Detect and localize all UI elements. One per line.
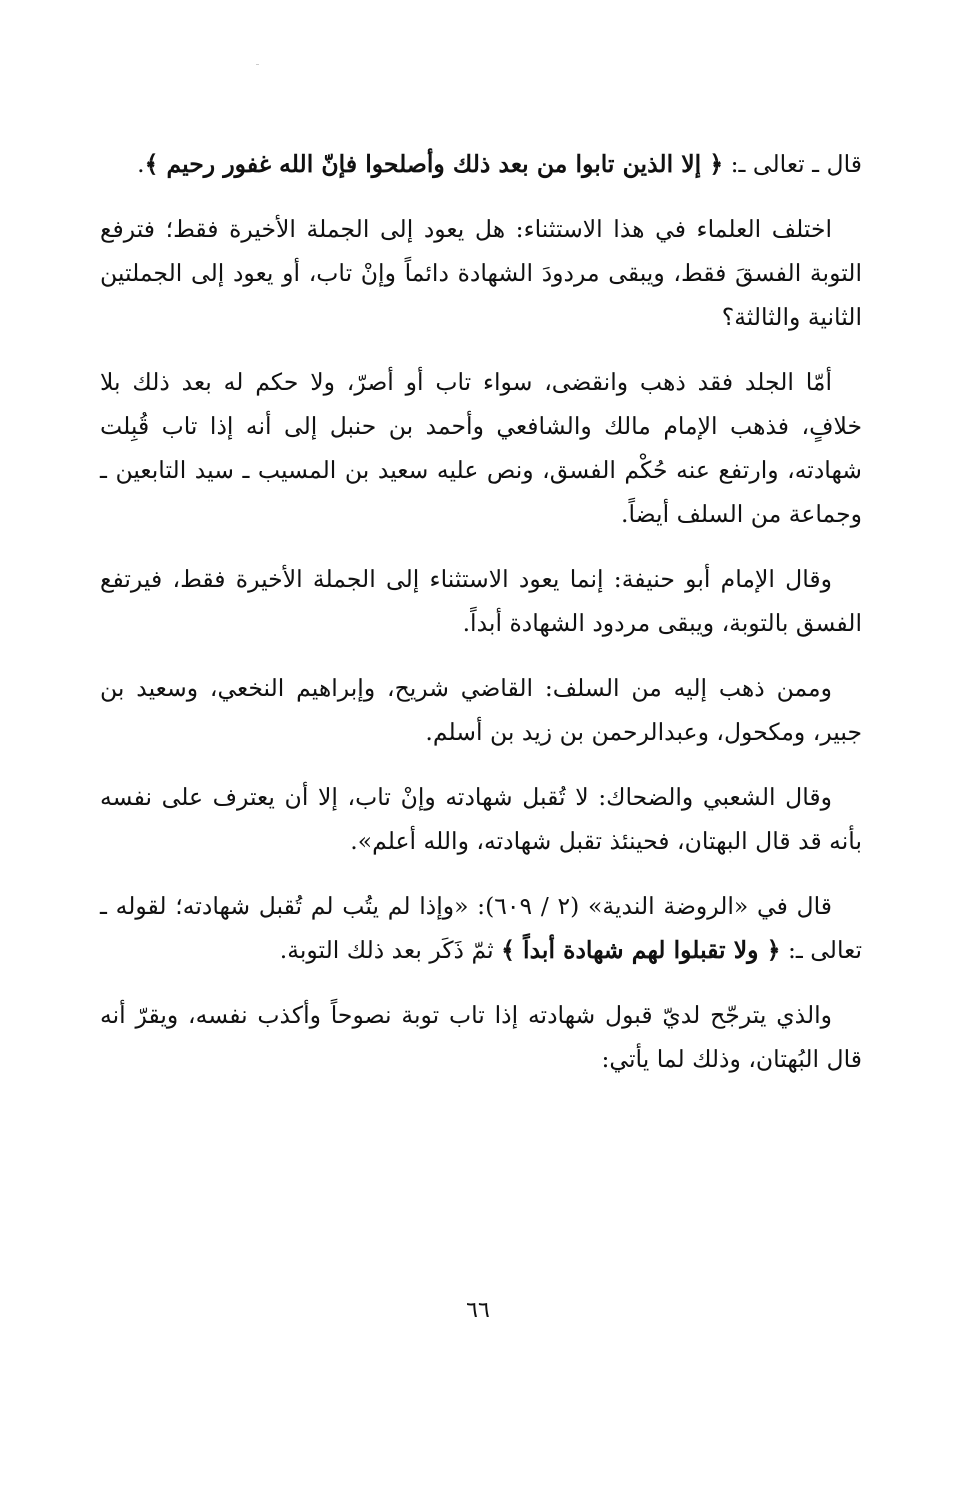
paragraph-salaf [100,666,862,754]
scan-speck [256,64,259,65]
page-number: ٦٦ [466,1298,490,1323]
paragraph-scholars-differ [100,207,862,339]
paragraph-shabi [100,775,862,863]
quranic-verse-bold: ﴿ إلا الذين تابوا من بعد ذلك وأصلحوا فإنّ الله غفور رحيم ﴾ [144,150,724,178]
text-segment: وقال الشعبي والضحاك: لا تُقبل شهادته وإنْ تاب، إلا أن يعترف على نفسه بأنه قد قال البهتان، فحينئذ تقبل شهادته، والله أعلم». [100,783,862,855]
text-segment: ثمّ ذَكَر بعد ذلك التوبة. [279,936,502,964]
paragraph-abu-hanifa [100,557,862,645]
paragraph-flogging [100,360,862,536]
text-segment: قال ـ تعالى ـ: [723,150,862,178]
paragraph-rawda-quote [100,884,862,972]
text-segment: وممن ذهب إليه من السلف: القاضي شريح، وإبراهيم النخعي، وسعيد بن جبير، ومكحول، وعبدالرحمن بن زيد بن أسلم. [100,674,862,746]
quranic-verse-bold: ﴿ ولا تقبلوا لهم شهادة أبداً ﴾ [501,936,781,964]
text-segment: والذي يترجّح لديّ قبول شهادته إذا تاب توبة نصوحاً وأكذب نفسه، ويقرّ أنه قال البُهتان، وذلك لما يأتي: [100,1001,862,1073]
text-segment: اختلف العلماء في هذا الاستثناء: هل يعود إلى الجملة الأخيرة فقط؛ فترفع التوبة الفسقَ فقط، ويبقى مردودَ الشهادة دائماً وإنْ تاب، أو يعود إلى الجملتين الثانية والثالثة؟ [100,215,862,331]
text-segment: . [137,150,145,178]
text-segment: وقال الإمام أبو حنيفة: إنما يعود الاستثناء إلى الجملة الأخيرة فقط، فيرتفع الفسق بالتوبة، ويبقى مردود الشهادة أبداً. [100,565,862,637]
page-body-text [100,142,862,1102]
text-segment: أمّا الجلد فقد ذهب وانقضى، سواء تاب أو أصرّ، ولا حكم له بعد ذلك بلا خلافٍ، فذهب الإمام مالك والشافعي وأحمد بن حنبل إلى أنه إذا تاب قُبِلت شهادته، وارتفع عنه حُكْم الفسق، ونص عليه سعيد بن المسيب ـ سيد التابعين ـ وجماعة من السلف أيضاً. [100,368,862,528]
paragraph-conclusion [100,993,862,1081]
paragraph-verse-quote [100,142,862,186]
text-segment: قال في «الروضة الندية» (٢ / ٦٠٩): «وإذا لم يتُب لم تُقبل شهادته؛ لقوله ـ تعالى ـ: [100,892,862,964]
